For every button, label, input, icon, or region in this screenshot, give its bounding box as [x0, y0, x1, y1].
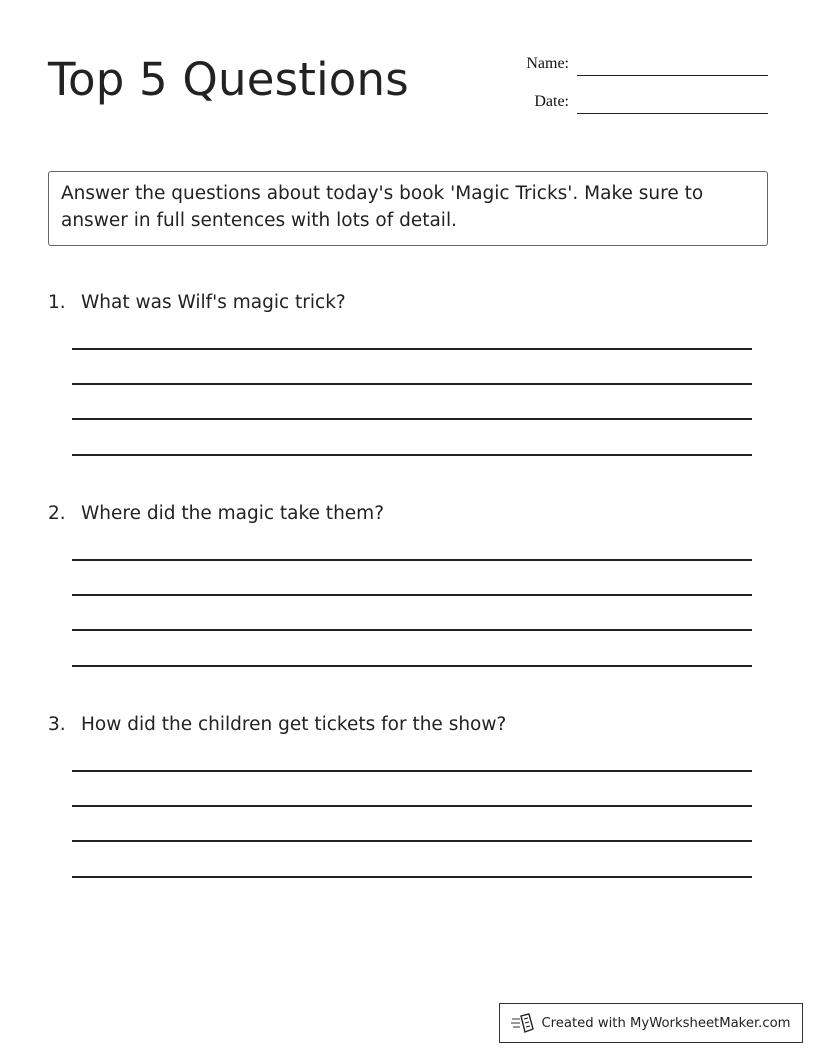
date-underline[interactable] [577, 113, 768, 114]
answer-line[interactable] [72, 559, 752, 561]
answer-line[interactable] [72, 805, 752, 807]
answer-line[interactable] [72, 454, 752, 456]
answer-line[interactable] [72, 876, 752, 878]
question-number: 3. [48, 714, 66, 735]
answer-line[interactable] [72, 594, 752, 596]
question-number: 1. [48, 292, 66, 313]
date-label: Date: [534, 93, 569, 110]
question-text: Where did the magic take them? [81, 503, 385, 524]
name-label: Name: [526, 55, 569, 72]
instructions-text: Answer the questions about today's book 'Magic Tricks'. Make sure to answer in full sentences with lots of detail. [61, 183, 704, 231]
question-number: 2. [48, 503, 66, 524]
question-1 [48, 290, 768, 316]
answer-line[interactable] [72, 418, 752, 420]
footer-credit-badge [499, 1003, 803, 1043]
question-text: How did the children get tickets for the show? [81, 714, 507, 735]
answer-line[interactable] [72, 840, 752, 842]
page-title: Top 5 Questions [48, 53, 409, 106]
question-2 [48, 501, 768, 527]
question-text: What was Wilf's magic trick? [81, 292, 346, 313]
date-field[interactable] [500, 89, 768, 115]
answer-line[interactable] [72, 770, 752, 772]
question-3 [48, 712, 768, 738]
instructions-box [48, 171, 768, 246]
name-field[interactable] [500, 51, 768, 77]
answer-line[interactable] [72, 348, 752, 350]
myworksheetmaker-logo-icon [511, 1013, 535, 1033]
answer-line[interactable] [72, 665, 752, 667]
answer-line[interactable] [72, 383, 752, 385]
answer-line[interactable] [72, 629, 752, 631]
name-underline[interactable] [577, 75, 768, 76]
footer-credit-text: Created with MyWorksheetMaker.com [541, 1015, 791, 1031]
